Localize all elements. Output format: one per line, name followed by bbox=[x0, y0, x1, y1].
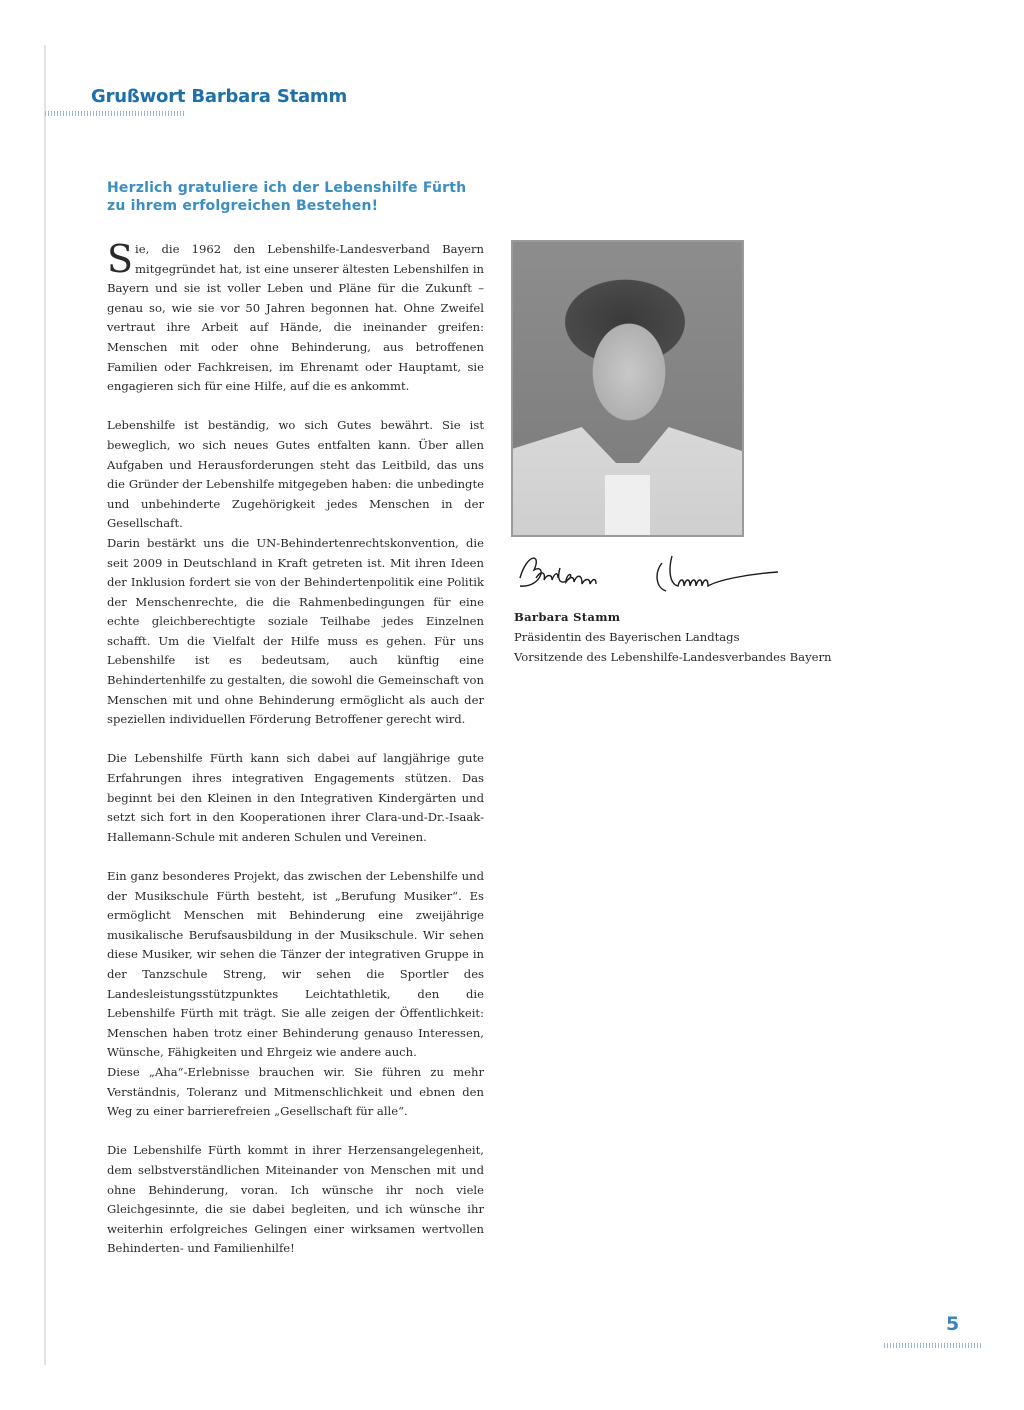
signatory-role-1: Präsidentin des Bayerischen Landtags bbox=[514, 630, 740, 644]
paragraph-3: Darin bestärkt uns die UN-Behindertenrechtskonvention, die seit 2009 in Deutschland in Kraft getreten ist. Mit ihren Ideen der Inklusion fordert sie von der Behindertenpolitik eine Politik der Menschenrechte, die die Rahmenbedingungen für eine echte gleichberechtigte soziale Teilhabe jedes Einzelnen schafft. Um die Vielfalt der Hilfe muss es gehen. Für uns Lebenshilfe ist es bedeutsam, auch künftig eine Behindertenhilfe zu gestalten, die sowohl die Gemeinschaft von Menschen mit und ohne Behinderung ermöglicht als auch der speziellen individuellen Förderung Betroffener gerecht wird. bbox=[107, 535, 484, 727]
margin-rule bbox=[44, 45, 46, 1365]
drop-cap: S bbox=[107, 237, 134, 281]
article-body bbox=[107, 237, 484, 1278]
title-dotted-rule bbox=[45, 111, 185, 116]
portrait-photo bbox=[511, 240, 744, 537]
signatory-name: Barbara Stamm bbox=[514, 610, 621, 624]
paragraph-4: Die Lebenshilfe Fürth kann sich dabei auf langjährige gute Erfahrungen ihres integrativen Engagements stützen. Das beginnt bei den Kleinen in den Integrativen Kindergärten und setzt sich fort in den Kooperationen ihrer Clara-und-Dr.-Isaak-Hallemann-Schule mit anderen Schulen und Vereinen. bbox=[107, 751, 484, 844]
paragraph-2: Lebenshilfe ist beständig, wo sich Gutes bewährt. Sie ist beweglich, wo sich neues Gutes entfalten kann. Über allen Aufgaben und Herausforderungen steht das Leitbild, das uns die Gründer der Lebenshilfe mitgegeben haben: die unbedingte und unbehinderte Zugehörigkeit jedes Menschen in der Gesellschaft. bbox=[107, 418, 484, 531]
paragraph-6: Diese „Aha“-Erlebnisse brauchen wir. Sie führen zu mehr Verständnis, Toleranz und Mitmenschlichkeit und ebnen den Weg zu einer barrierefreien „Gesellschaft für alle“. bbox=[107, 1064, 484, 1119]
signature-icon bbox=[512, 548, 792, 598]
lead-heading: Herzlich gratuliere ich der Lebenshilfe Fürth zu ihrem erfolgreichen Bestehen! bbox=[107, 180, 467, 214]
paragraph-1: Sie, die 1962 den Lebenshilfe-Landesverband Bayern mitgegründet hat, ist eine unserer ältesten Lebenshilfen in Bayern und sie ist voller Leben und Pläne für die Zukunft – genau so, wie sie vor 50 Jahren begonnen hat. Ohne Zweifel vertraut ihre Arbeit auf Hände, die ineinander greifen: Menschen mit oder ohne Behinderung, aus betroffenen Familien oder Fachkreisen, im Ehrenamt oder Hauptamt, sie engagieren sich für eine Hilfe, auf die es ankommt. bbox=[107, 237, 484, 394]
portrait-shirt bbox=[605, 475, 651, 535]
paragraph-5: Ein ganz besonderes Projekt, das zwischen der Lebenshilfe und der Musikschule Fürth besteht, ist „Berufung Musiker“. Es ermöglicht Menschen mit Behinderung eine zweijährige musikalische Berufsausbildung in der Musikschule. Wir sehen diese Musiker, wir sehen die Tänzer der integrativen Gruppe in der Tanzschule Streng, wir sehen die Sportler des Landesleistungsstützpunktes Leichtathletik, den die Lebenshilfe Fürth mit trägt. Sie alle zeigen der Öffentlichkeit: Menschen haben trotz einer Behinderung genauso Interessen, Wünsche, Fähigkeiten und Ehrgeiz wie andere auch. bbox=[107, 869, 484, 1060]
footer-dotted-rule bbox=[884, 1343, 982, 1348]
paragraph-7: Die Lebenshilfe Fürth kommt in ihrer Herzensangelegenheit, dem selbstverständlichen Miteinander von Menschen mit und ohne Behinderung, voran. Ich wünsche ihr noch viele Gleichgesinnte, die sie dabei begleiten, und ich wünsche ihr weiterhin erfolgreiches Gelingen einer wirksamen wertvollen Behinderten- und Familienhilfe! bbox=[107, 1143, 484, 1256]
section-title: Grußwort Barbara Stamm bbox=[91, 86, 348, 107]
signatory-role-2: Vorsitzende des Lebenshilfe-Landesverbandes Bayern bbox=[514, 650, 832, 664]
page-number: 5 bbox=[946, 1313, 960, 1335]
